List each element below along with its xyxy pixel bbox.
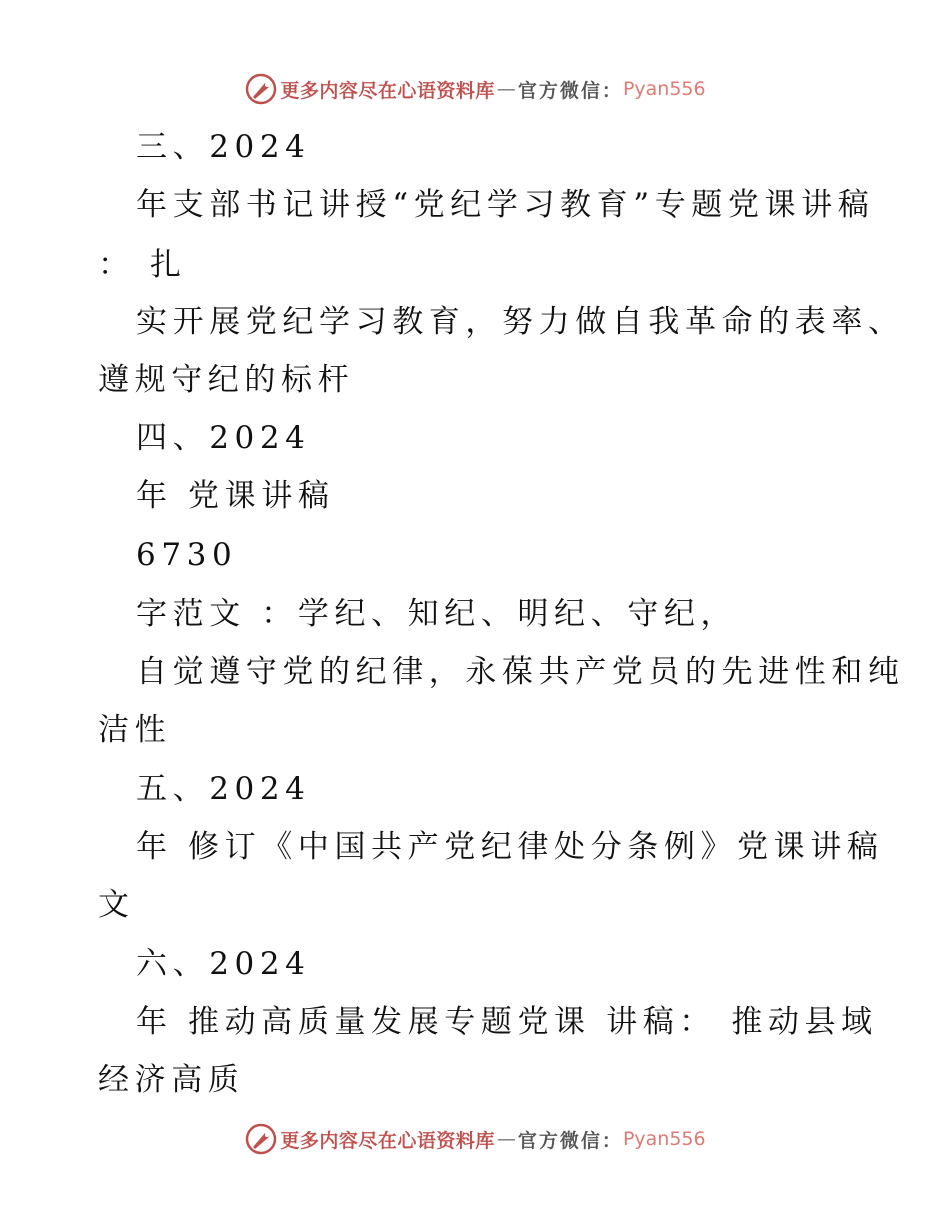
text-line: 年支部书记讲授“党纪学习教育”专题党课讲稿 <box>136 187 875 223</box>
text-line: 自觉遵守党的纪律，永葆共产党员的先进性和纯 <box>136 654 905 690</box>
watermark-separator: — <box>496 1128 516 1150</box>
pen-nib-icon <box>244 72 278 106</box>
text-line: 实开展党纪学习教育，努力做自我革命的表率、 <box>136 304 905 340</box>
text-line: 六、2024 <box>136 946 311 982</box>
text-line: 年 修订《中国共产党纪律处分条例》党课讲稿 <box>136 829 884 865</box>
text-line: 三、2024 <box>136 129 311 165</box>
watermark-official-label: 官方微信： <box>517 79 623 102</box>
text-line: 四、2024 <box>136 420 311 456</box>
watermark-text: 更多内容尽在心语资料库 <box>280 1129 495 1152</box>
watermark-official-label: 官方微信： <box>517 1129 623 1152</box>
watermark-separator: — <box>496 78 516 100</box>
text-line: 文 <box>98 887 135 923</box>
text-line: ： 扎 <box>98 247 187 283</box>
text-line: 字范文 ：学纪、知纪、明纪、守纪， <box>136 596 738 632</box>
text-line: 洁性 <box>98 712 172 748</box>
text-line: 6730 <box>136 537 238 573</box>
pen-nib-icon <box>244 1122 278 1156</box>
watermark-wechat-id: Pyan556 <box>622 78 706 100</box>
footer-watermark <box>0 1122 950 1156</box>
text-line: 经济高质 <box>98 1062 245 1098</box>
watermark-text: 更多内容尽在心语资料库 <box>280 79 495 102</box>
text-line: 遵规守纪的标杆 <box>98 362 355 398</box>
text-line: 五、2024 <box>136 771 311 807</box>
text-line: 年 党课讲稿 <box>136 478 335 514</box>
text-line: 年 推动高质量发展专题党课 讲稿： 推动县域 <box>136 1004 878 1040</box>
header-watermark <box>0 72 950 106</box>
watermark-wechat-id: Pyan556 <box>622 1128 706 1150</box>
